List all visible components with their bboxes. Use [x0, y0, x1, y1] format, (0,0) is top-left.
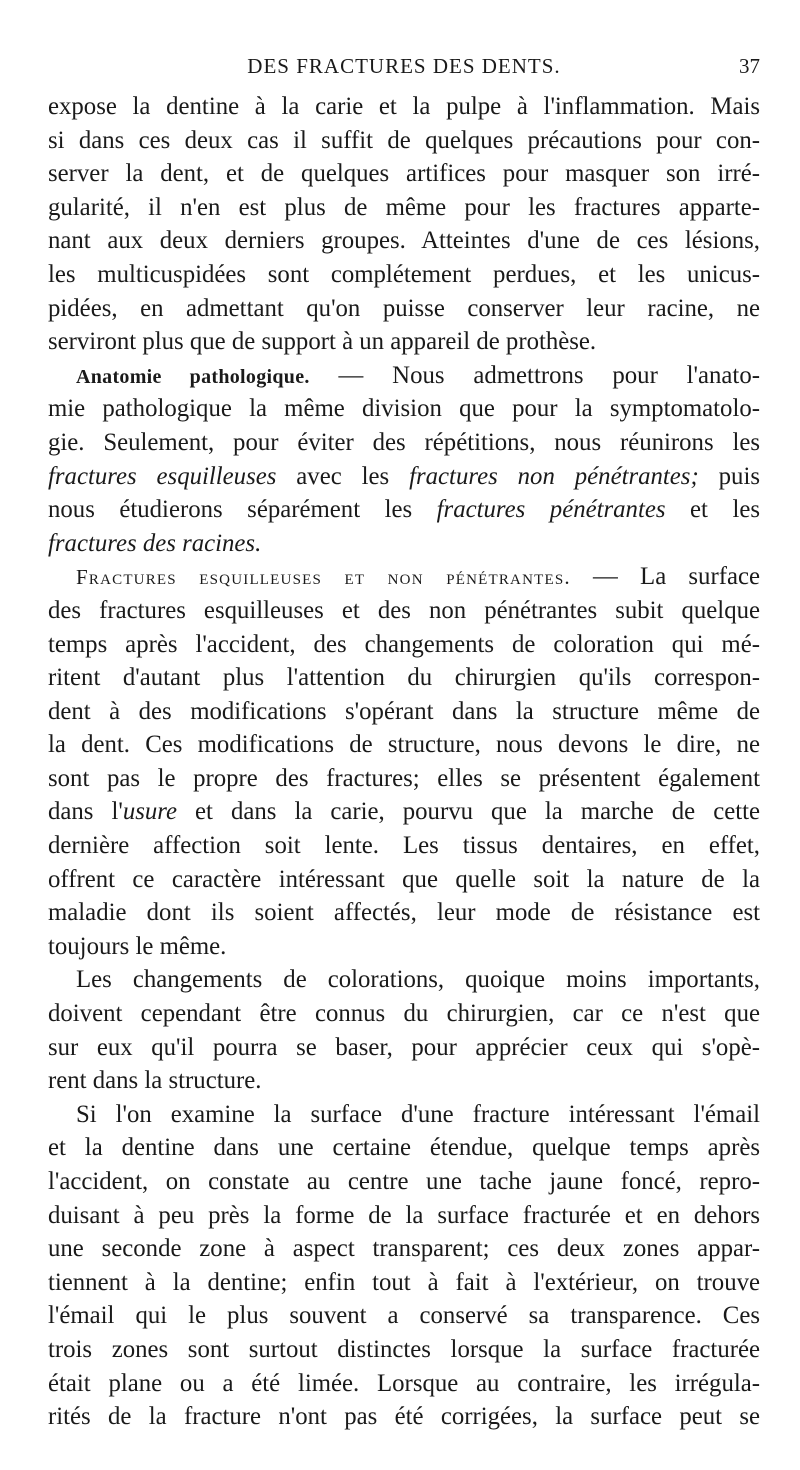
text-line: ritent d'autant plus l'attention du chirurgien qu'ils correspon-: [48, 664, 760, 692]
text-line: nant aux deux derniers groupes. Atteintes d'une de ces lésions,: [48, 227, 760, 255]
text-line: l'émail qui le plus souvent a conservé sa transparence. Ces: [48, 1302, 760, 1330]
italic-term: fractures esquilleuses: [48, 462, 277, 490]
text-line: Si l'on examine la surface d'une fracture intéressant l'émail: [76, 1100, 760, 1128]
text-line: dernière affection soit lente. Les tissus dentaires, en effet,: [48, 832, 760, 860]
text-line: rent dans la structure.: [48, 1067, 262, 1095]
text-line: [48, 527, 760, 561]
section-heading-fractures: Fractures esquilleuses et non pénétrantes.: [76, 565, 571, 590]
page-number: 37: [739, 54, 760, 78]
text-line: server la dent, et de quelques artifices pour masquer son irré-: [48, 160, 760, 188]
text-line: la dent. Ces modifications de structure, nous devons le dire, ne: [48, 731, 760, 759]
text-line: trois zones sont surtout distinctes lorsque la surface fracturée: [48, 1335, 760, 1363]
text-line: sur eux qu'il pourra se baser, pour apprécier ceux qui s'opè-: [48, 1033, 760, 1061]
text-line: [48, 493, 760, 527]
text-fragment: nous étudierons séparément les: [48, 496, 437, 524]
text-line: si dans ces deux cas il suffit de quelques précautions pour con-: [48, 126, 760, 154]
text-line: duisant à peu près la forme de la surface fracturée et en dehors: [48, 1201, 760, 1229]
text-line: temps après l'accident, des changements de coloration qui mé-: [48, 630, 760, 658]
text-line: gularité, il n'en est plus de même pour les fractures apparte-: [48, 193, 760, 221]
text-line: Les changements de colorations, quoique moins importants,: [76, 966, 760, 994]
text-line: toujours le même.: [48, 932, 227, 960]
text-line: doivent cependant être connus du chirurgien, car ce n'est que: [48, 1000, 760, 1028]
text-line: l'accident, on constate au centre une tache jaune foncé, repro-: [48, 1168, 760, 1195]
text-line: gie. Seulement, pour éviter des répétitions, nous réunirons les: [48, 428, 760, 456]
text-fragment: dans l': [48, 798, 123, 826]
italic-term: fractures des racines.: [48, 529, 262, 557]
text-line: offrent ce caractère intéressant que quelle soit la nature de la: [48, 865, 760, 893]
section-line: [48, 359, 760, 393]
italic-term: fractures pénétrantes: [436, 496, 666, 524]
text-line: [48, 460, 760, 494]
running-head: [48, 54, 760, 84]
text-line: les multicuspidées sont complétement perdues, et les unicus-: [48, 260, 760, 288]
text-fragment: — La surface: [570, 563, 760, 591]
text-line: rités de la fracture n'ont pas été corrigées, la surface peut se: [48, 1403, 760, 1431]
text-line: dent à des modifications s'opérant dans la structure même de: [48, 697, 760, 725]
text-line: une seconde zone à aspect transparent; ces deux zones appar-: [48, 1235, 760, 1263]
text-fragment: avec les: [276, 462, 410, 490]
running-title: DES FRACTURES DES DENTS.: [247, 54, 561, 78]
text-line: tiennent à la dentine; enfin tout à fait à l'extérieur, on trouve: [48, 1268, 760, 1296]
italic-term: usure: [122, 798, 178, 826]
text-line: sont pas le propre des fractures; elles se présentent également: [48, 764, 760, 792]
text-fragment: et les: [665, 496, 760, 524]
text-line: mie pathologique la même division que pour la symptomatolo-: [48, 395, 760, 423]
text-line: expose la dentine à la carie et la pulpe à l'inflammation. Mais: [48, 93, 760, 120]
text-line: et la dentine dans une certaine étendue, quelque temps après: [48, 1134, 760, 1162]
text-line: des fractures esquilleuses et des non pénétrantes subit quelque: [48, 596, 760, 624]
text-fragment: et dans la carie, pourvu que la marche de cette: [177, 798, 760, 826]
text-line: serviront plus que de support à un appareil de prothèse.: [48, 328, 597, 356]
italic-term: fractures non pénétrantes;: [409, 462, 699, 490]
text-line: [48, 795, 760, 829]
body-text: [48, 90, 760, 1434]
text-line: pidées, en admettant qu'on puisse conserver leur racine, ne: [48, 294, 760, 322]
text-line: était plane ou a été limée. Lorsque au contraire, les irrégula-: [48, 1369, 760, 1397]
section-line: [48, 560, 760, 594]
text-line: maladie dont ils soient affectés, leur mode de résistance est: [48, 899, 760, 927]
section-heading-anatomie: Anatomie pathologique.: [76, 365, 310, 388]
text-fragment: puis: [698, 462, 760, 490]
text-fragment: — Nous admettrons pour l'anato-: [309, 361, 760, 389]
